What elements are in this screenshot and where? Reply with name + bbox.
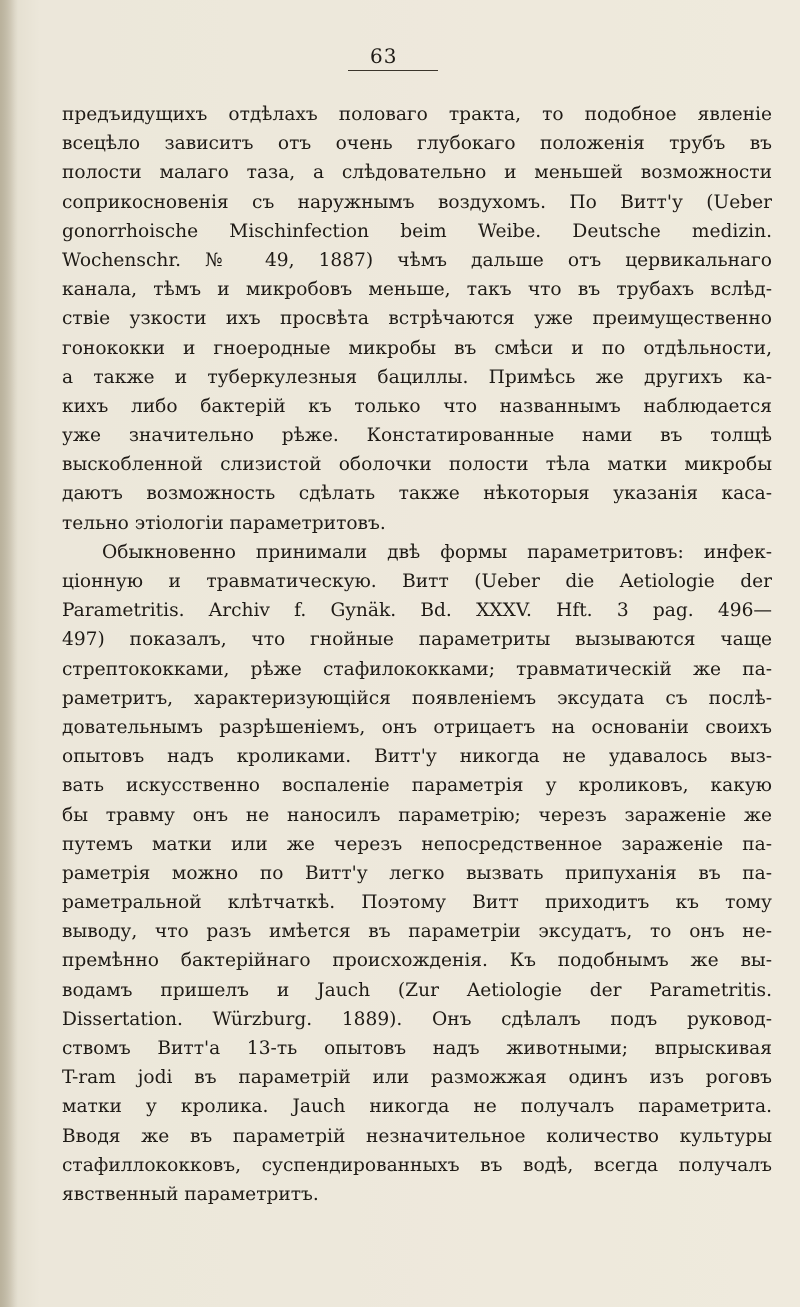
text-line: gonorrhoische Mischinfection beim Weibe. Deutsche medizin. [62, 220, 772, 242]
page-number: 63 [348, 44, 438, 71]
text-line: канала, тѣмъ и микробовъ меньше, такъ что въ трубахъ вслѣд- [62, 279, 772, 301]
text-line: уже значительно рѣже. Констатированные нами въ толщѣ [62, 425, 772, 447]
text-line: выводу, что разъ имѣется въ параметріи эксудатъ, то онъ не- [62, 921, 772, 943]
text-line: соприкосновенія съ наружнымъ воздухомъ. По Витт'у (Uеber [62, 191, 772, 213]
binding-shadow [0, 0, 18, 1307]
text-line: гонококки и гноеродные микробы въ смѣси и по отдѣльности, [62, 337, 772, 359]
text-line: матки у кролика. Jauch никогда не получалъ параметрита. [62, 1096, 772, 1118]
body-text [62, 100, 772, 1209]
text-line: кихъ либо бактерій къ только что названнымъ наблюдается [62, 395, 772, 417]
text-line: а также и туберкулезныя бациллы. Примѣсь же другихъ ка- [62, 366, 772, 388]
text-line: ціонную и травматическую. Витт (Ueber die Aetiologie der [62, 571, 772, 592]
text-line: ствомъ Витт'а 13-ть опытовъ надъ животными; впрыскивая [62, 1038, 772, 1059]
text-line: тельно этіологіи параметритовъ. [62, 512, 386, 534]
text-line: довательнымъ разрѣшеніемъ, онъ отрицаетъ на основаніи своихъ [62, 716, 772, 738]
text-line: вать искусственно воспаленіе параметрія у кроликовъ, какую [62, 775, 772, 797]
text-line: путемъ матки или же черезъ непосредственное зараженіе па- [62, 833, 772, 855]
text-line: предъидущихъ отдѣлахъ половаго тракта, то подобное явленіе [62, 104, 772, 125]
text-line: раметрія можно по Витт'у легко вызвать припуханія въ па- [62, 862, 772, 884]
text-line: Обыкновенно принимали двѣ формы параметритовъ: инфек- [102, 541, 772, 563]
text-line: бы травму онъ не наносилъ параметрію; черезъ зараженіе же [62, 804, 772, 826]
text-line: полости малаго таза, а слѣдовательно и меньшей возможности [62, 162, 772, 184]
text-line: раметральной клѣтчаткѣ. Поэтому Витт приходитъ къ тому [62, 892, 772, 914]
text-line: Вводя же въ параметрій незначительное количество культуры [62, 1125, 772, 1147]
text-line: явственный параметритъ. [62, 1183, 319, 1205]
text-line: Parametritis. Archiv f. Gynäk. Bd. XXXV. Hft. 3 pag. 496— [62, 600, 772, 622]
text-line: 497) показалъ, что гнойные параметриты вызываются чаще [62, 629, 772, 651]
text-line: T-ram jodi въ параметрій или разможжая одинъ изъ роговъ [62, 1067, 772, 1089]
text-line: премѣнно бактерійнаго происхожденія. Къ подобнымъ же вы- [62, 950, 772, 972]
text-line: стрептококками, рѣже стафилококками; травматическій же па- [62, 658, 772, 680]
text-line: раметритъ, характеризующійся появленіемъ эксудата съ послѣ- [62, 687, 772, 709]
text-line: Dissertation. Würzburg. 1889). Онъ сдѣлалъ подъ руковод- [62, 1008, 772, 1030]
text-line: водамъ пришелъ и Jauch (Zur Aetiologie der Parametritis. [62, 979, 772, 1001]
text-line: опытовъ надъ кроликами. Витт'у никогда не удавалось выз- [62, 746, 772, 768]
text-line: даютъ возможность сдѣлать также нѣкоторыя указанія каса- [62, 483, 772, 505]
text-line: ствіе узкости ихъ просвѣта встрѣчаются уже преимущественно [62, 308, 772, 330]
text-line: стафиллококковъ, суспендированныхъ въ водѣ, всегда получалъ [62, 1154, 772, 1176]
text-line: всецѣло зависитъ отъ очень глубокаго положенія трубъ въ [62, 133, 772, 155]
text-line: Wochenschr. № 49, 1887) чѣмъ дальше отъ цервикальнаго [62, 249, 772, 271]
text-line: выскобленной слизистой оболочки полости тѣла матки микробы [62, 454, 772, 476]
